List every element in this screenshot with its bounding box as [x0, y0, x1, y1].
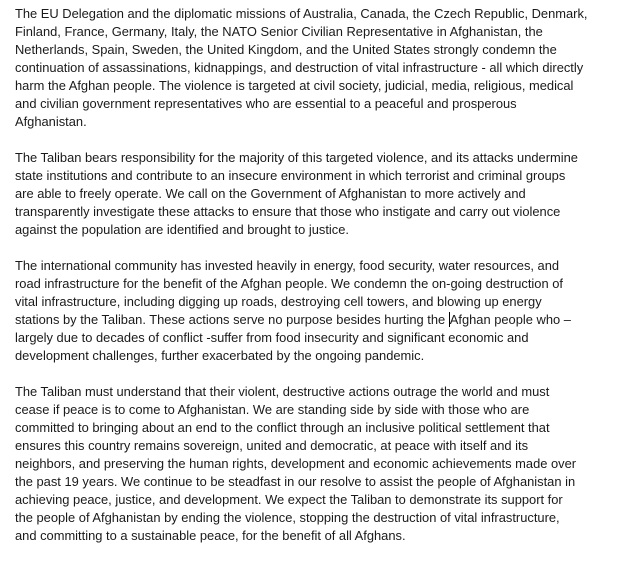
paragraph-3: [15, 257, 619, 365]
paragraph-2: [15, 149, 619, 239]
text-line: Netherlands, Spain, Sweden, the United Kingdom, and the United States strongly condemn the: [15, 42, 557, 57]
text-line: transparently investigate these attacks to ensure that those who instigate and carry out violence: [15, 204, 561, 219]
text-line: Afghanistan.: [15, 114, 87, 129]
text-line: state institutions and contribute to an insecure environment in which terrorist and criminal groups: [15, 168, 566, 183]
text-line-with-caret: [15, 311, 619, 329]
text-line: The EU Delegation and the diplomatic missions of Australia, Canada, the Czech Republic, Denmark,: [15, 6, 588, 21]
text-line: vital infrastructure, including digging up roads, destroying cell towers, and blowing up energy: [15, 294, 542, 309]
text-line: and committing to a sustainable peace, for the benefit of all Afghans.: [15, 528, 406, 543]
text-line: The Taliban must understand that their violent, destructive actions outrage the world and must: [15, 384, 550, 399]
text-line: cease if peace is to come to Afghanistan. We are standing side by side with those who are: [15, 402, 530, 417]
paragraph-4: [15, 383, 619, 545]
document-body[interactable]: [15, 5, 619, 563]
paragraph-1: [15, 5, 619, 131]
text-line: road infrastructure for the benefit of the Afghan people. We condemn the on-going destruction of: [15, 276, 563, 291]
text-line: The Taliban bears responsibility for the majority of this targeted violence, and its attacks undermine: [15, 150, 578, 165]
text-line: and civilian government representatives who are essential to a peaceful and prosperous: [15, 96, 517, 111]
text-segment: stations by the Taliban. These actions serve no purpose besides hurting the: [15, 312, 449, 327]
text-line: committed to bringing about an end to the conflict through an inclusive political settlement that: [15, 420, 550, 435]
text-line: The international community has invested heavily in energy, food security, water resources, and: [15, 258, 560, 273]
text-line: neighbors, and preserving the human rights, development and economic achievements made over: [15, 456, 577, 471]
text-line: ensures this country remains sovereign, united and democratic, at peace with itself and its: [15, 438, 529, 453]
text-segment: Afghan people who –: [449, 312, 571, 327]
text-line: achieving peace, justice, and development. We expect the Taliban to demonstrate its support for: [15, 492, 563, 507]
text-line: the past 19 years. We continue to be steadfast in our resolve to assist the people of Afghanistan in: [15, 474, 576, 489]
text-line: largely due to decades of conflict -suffer from food insecurity and significant economic and: [15, 330, 529, 345]
text-line: Finland, France, Germany, Italy, the NATO Senior Civilian Representative in Afghanistan, the: [15, 24, 543, 39]
text-line: against the population are identified and brought to justice.: [15, 222, 349, 237]
text-line: the people of Afghanistan by ending the violence, stopping the destruction of vital infrastructure,: [15, 510, 560, 525]
text-line: harm the Afghan people. The violence is targeted at civil society, judicial, media, religious, medical: [15, 78, 574, 93]
text-line: continuation of assassinations, kidnappings, and destruction of vital infrastructure - all which directly: [15, 60, 584, 75]
text-line: are able to freely operate. We call on the Government of Afghanistan to more actively and: [15, 186, 526, 201]
text-line: development challenges, further exacerbated by the ongoing pandemic.: [15, 348, 425, 363]
